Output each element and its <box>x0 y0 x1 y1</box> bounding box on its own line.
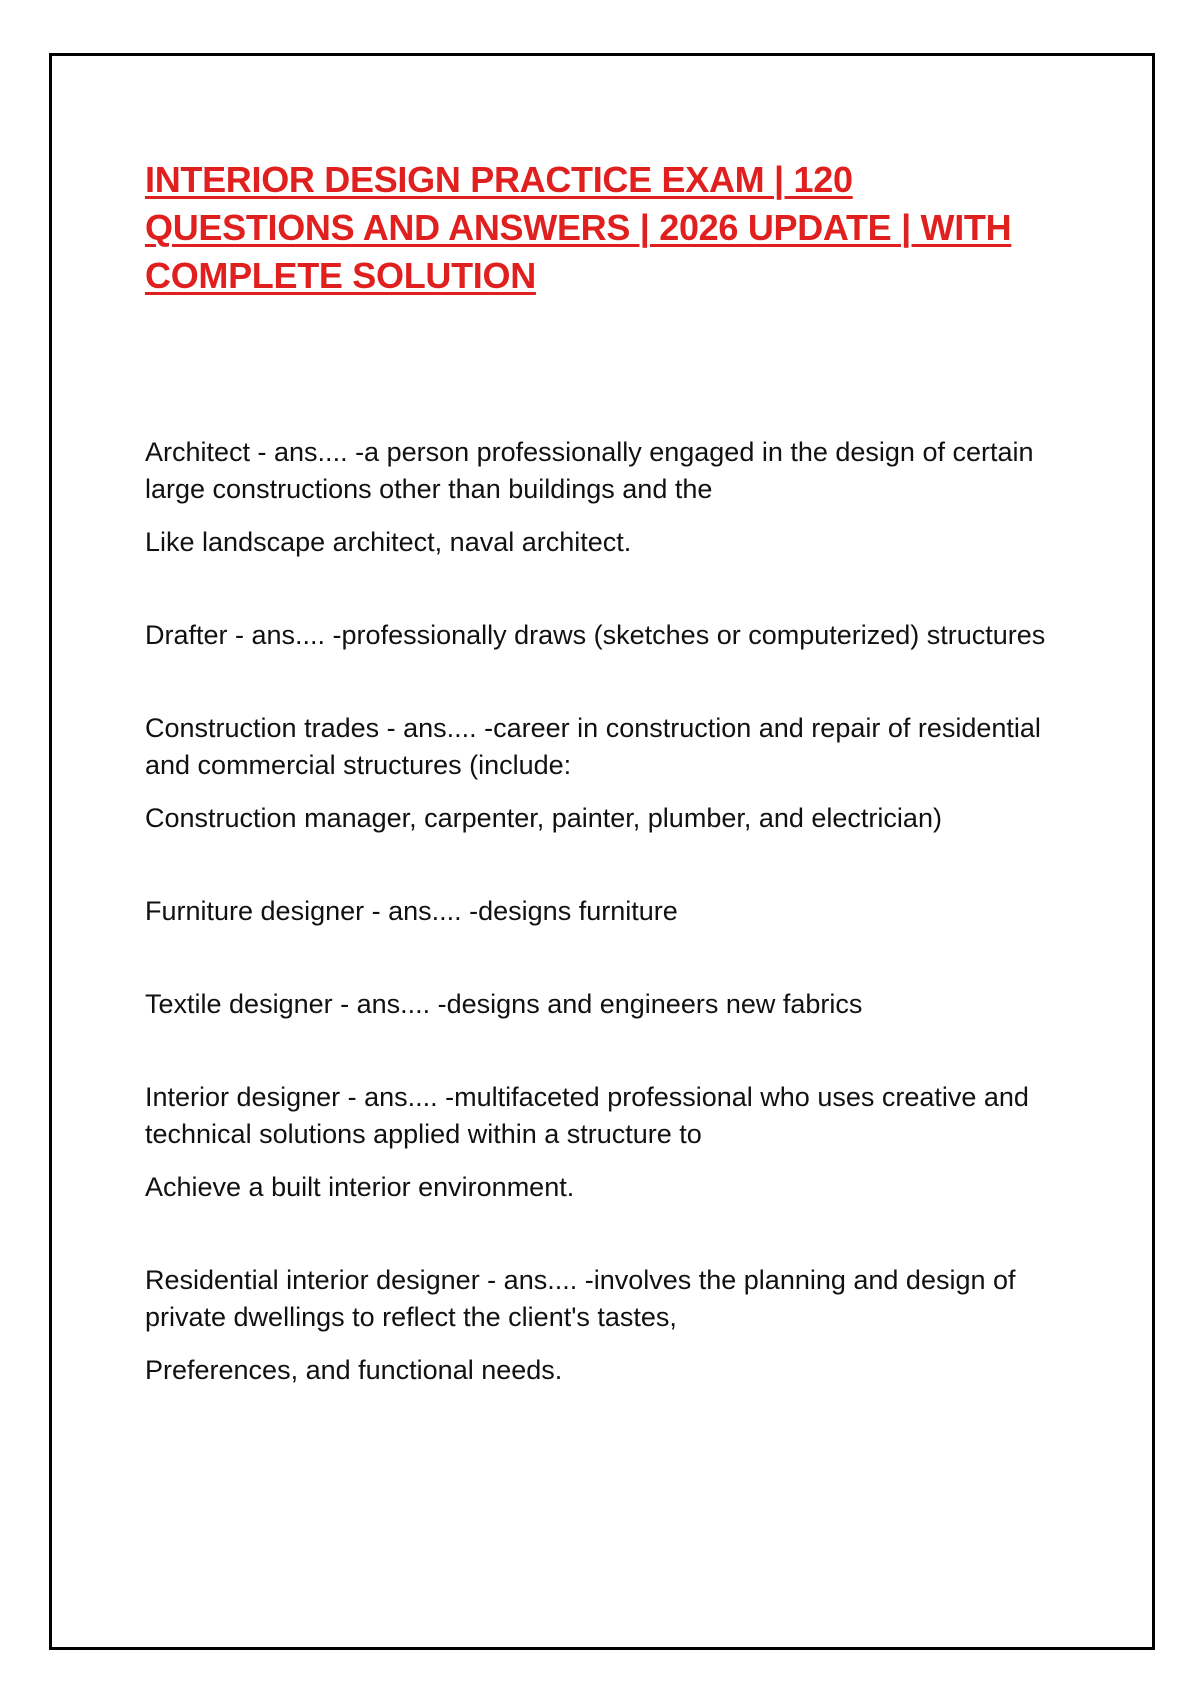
qa-entry-text: Textile designer - ans.... -designs and engineers new fabrics <box>145 989 863 1019</box>
qa-entry-textile-designer <box>145 986 1085 1023</box>
qa-entry-text: Furniture designer - ans.... -designs furniture <box>145 896 678 926</box>
qa-entry-continuation: Preferences, and functional needs. <box>145 1355 563 1385</box>
qa-entry-text: Interior designer - ans.... -multifaceted professional who uses creative and technical solutions applied within a structure to <box>145 1082 1029 1149</box>
document-title: INTERIOR DESIGN PRACTICE EXAM | 120 QUESTIONS AND ANSWERS | 2026 UPDATE | WITH COMPLETE SOLUTION <box>145 159 1012 296</box>
qa-entry-construction-trades <box>145 710 1085 837</box>
qa-list <box>145 434 1085 1445</box>
qa-entry-text: Drafter - ans.... -professionally draws (sketches or computerized) structures <box>145 620 1046 650</box>
qa-entry-text: Construction trades - ans.... -career in construction and repair of residential and commercial structures (include: <box>145 713 1041 780</box>
qa-entry-furniture-designer <box>145 893 1085 930</box>
qa-entry-continuation: Like landscape architect, naval architect. <box>145 527 632 557</box>
qa-entry-continuation: Achieve a built interior environment. <box>145 1172 575 1202</box>
qa-entry-architect <box>145 434 1085 561</box>
qa-entry-text: Architect - ans.... -a person professionally engaged in the design of certain large constructions other than buildings and the <box>145 437 1034 504</box>
qa-entry-interior-designer <box>145 1079 1085 1206</box>
qa-entry-residential-interior-designer <box>145 1262 1085 1389</box>
qa-entry-drafter <box>145 617 1085 654</box>
page-frame <box>49 53 1155 1650</box>
qa-entry-continuation: Construction manager, carpenter, painter, plumber, and electrician) <box>145 803 942 833</box>
qa-entry-text: Residential interior designer - ans.... -involves the planning and design of private dwellings to reflect the client's tastes, <box>145 1265 1016 1332</box>
